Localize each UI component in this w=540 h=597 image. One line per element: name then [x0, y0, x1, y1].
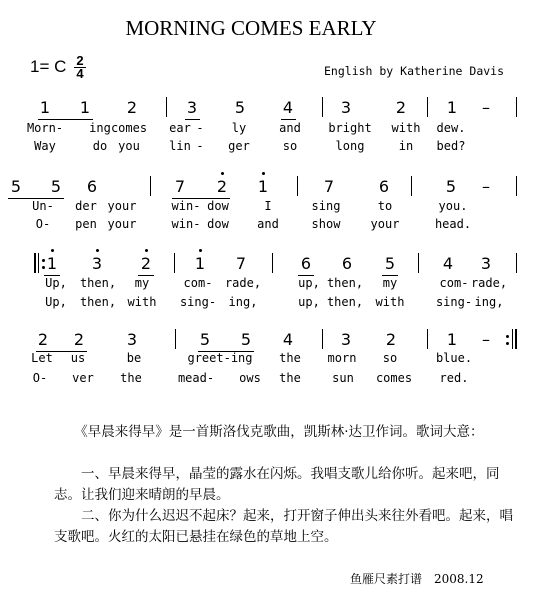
lyric-syllable: Up,: [45, 276, 67, 290]
bar-line: [411, 176, 412, 196]
lyric-syllable: show: [311, 217, 341, 231]
lyric-syllable: sun: [332, 371, 354, 385]
note: 1: [257, 177, 269, 196]
note: 3: [480, 254, 492, 273]
note: 1: [194, 254, 206, 273]
lyric-syllable: win-: [171, 199, 201, 213]
note: 2: [140, 254, 152, 273]
lyric-syllable: comes: [375, 371, 413, 385]
high-octave-dot: [51, 249, 54, 252]
lyric-syllable: your: [107, 217, 137, 231]
lyric-syllable: the: [279, 371, 301, 385]
lyric-syllable: Un-: [32, 199, 54, 213]
lyric-syllable: you: [118, 139, 140, 153]
lyric-syllable: Way: [34, 139, 56, 153]
lyric-syllable: then,: [79, 276, 117, 290]
bar-line: [272, 253, 273, 273]
lyric-syllable: sing: [311, 199, 341, 213]
lyric-syllable: -: [196, 139, 204, 153]
lyric-syllable: blue.: [435, 351, 473, 365]
lyric-syllable: bed?: [436, 139, 466, 153]
lyric-syllable: long: [335, 139, 365, 153]
lyricist-credit: English by Katherine Davis: [324, 64, 505, 78]
note: 7: [323, 177, 335, 196]
note: 3: [126, 330, 138, 349]
lyric-syllable: to: [377, 199, 393, 213]
note: 2: [126, 98, 138, 117]
note: –: [482, 330, 490, 349]
lyric-syllable: red.: [439, 371, 469, 385]
note: 6: [341, 254, 353, 273]
lyric-syllable: up,: [298, 276, 320, 290]
key-signature: 1= C: [30, 57, 67, 76]
note: 3: [340, 330, 352, 349]
note: 1: [39, 98, 51, 117]
lyric-syllable: dow: [207, 217, 229, 231]
lyric-syllable: with: [127, 295, 157, 309]
note: 4: [442, 254, 454, 273]
bar-line: [427, 329, 428, 349]
note: 4: [282, 98, 294, 117]
note: 5: [10, 177, 22, 196]
lyric-syllable: do: [92, 139, 108, 153]
lyric-syllable: be: [126, 351, 142, 365]
bar-line: [516, 253, 517, 273]
lyric-syllable: dew.: [436, 121, 466, 135]
eighth-note-underline: [38, 119, 93, 120]
lyric-syllable: Up,: [45, 295, 67, 309]
repeat-start-bar: [38, 253, 39, 273]
note: 5: [384, 254, 396, 273]
lyric-syllable: then,: [79, 295, 117, 309]
note: 3: [91, 254, 103, 273]
lyric-syllable: pen: [75, 217, 97, 231]
lyric-syllable: the: [279, 351, 301, 365]
note: 6: [86, 177, 98, 196]
song-title: MORNING COMES EARLY: [125, 16, 377, 40]
lyric-syllable: mead-: [177, 371, 215, 385]
lyric-syllable: sing-: [435, 295, 473, 309]
verse-two-paragraph: 二、你为什么迟迟不起床？起来，打开窗子伸出头来往外看吧。起来，唱支歌吧。火红的太阳已悬挂在绿色的草地上空。: [54, 508, 513, 545]
note: 5: [199, 330, 211, 349]
note: 6: [378, 177, 390, 196]
lyric-syllable: and: [257, 217, 279, 231]
lyric-syllable: your: [370, 217, 400, 231]
music-system-2: [0, 171, 540, 201]
high-octave-dot: [199, 249, 202, 252]
note: 7: [174, 177, 186, 196]
lyric-syllable: der: [75, 199, 97, 213]
time-numerator: 2: [76, 53, 84, 68]
lyric-syllable: with: [391, 121, 421, 135]
repeat-end-bar: [512, 329, 513, 349]
lyric-syllable: ger: [228, 139, 250, 153]
lyric-syllable: with: [375, 295, 405, 309]
bar-line: [175, 329, 176, 349]
lyric-syllable: ing,: [474, 295, 504, 309]
footer-credit: 鱼雁尺素打谱 2008.12: [350, 572, 484, 586]
note: 2: [395, 98, 407, 117]
lyric-syllable: ear: [169, 121, 191, 135]
repeat-dot: [42, 259, 45, 262]
lyric-syllable: Let: [31, 351, 53, 365]
bar-line: [322, 97, 323, 117]
lyric-syllable: my: [134, 276, 150, 290]
lyric-syllable: my: [382, 276, 398, 290]
bar-line: [322, 329, 323, 349]
music-system-4: [0, 324, 540, 354]
lyric-syllable: morn: [327, 351, 357, 365]
note: 5: [240, 330, 252, 349]
eighth-note-underline: [281, 119, 296, 120]
bar-line: [297, 176, 298, 196]
bar-line: [516, 97, 517, 117]
note: 5: [234, 98, 246, 117]
repeat-start-bar: [34, 253, 36, 273]
note: 1: [446, 98, 458, 117]
note: 5: [445, 177, 457, 196]
note: 1: [46, 254, 58, 273]
lyric-syllable: comes: [110, 121, 148, 135]
lyric-syllable: ows: [239, 371, 261, 385]
lyric-syllable: ly: [231, 121, 247, 135]
verse-one-paragraph: 一、早晨来得早，晶莹的露水在闪烁。我唱支歌儿给你听。起来吧，同志。让我们迎来晴朗的早晨。: [54, 466, 500, 503]
lyric-syllable: ing: [89, 121, 111, 135]
lyric-syllable: you.: [438, 199, 468, 213]
lyric-syllable: so: [382, 351, 398, 365]
note: 2: [216, 177, 228, 196]
lyric-syllable: O-: [32, 371, 48, 385]
lyric-syllable: com-: [439, 276, 469, 290]
bar-line: [174, 253, 175, 273]
lyric-syllable: win-: [171, 217, 201, 231]
note: 7: [235, 254, 247, 273]
intro-paragraph: 《早晨来得早》是一首斯洛伐克歌曲，凯斯林·达卫作词。歌词大意：: [54, 424, 484, 440]
eighth-note-underline: [185, 119, 200, 120]
lyric-syllable: lin: [169, 139, 191, 153]
lyric-syllable: ing,: [228, 295, 258, 309]
note: 3: [186, 98, 198, 117]
bar-line: [516, 176, 517, 196]
note: –: [482, 98, 490, 117]
note: 6: [300, 254, 312, 273]
high-octave-dot: [262, 172, 265, 175]
note: 5: [50, 177, 62, 196]
bar-line: [150, 176, 151, 196]
lyric-syllable: -: [196, 121, 204, 135]
repeat-dot: [506, 342, 509, 345]
lyric-syllable: sing-: [179, 295, 217, 309]
lyric-syllable: and: [279, 121, 301, 135]
high-octave-dot: [96, 249, 99, 252]
bar-line: [418, 253, 419, 273]
repeat-dot: [506, 335, 509, 338]
music-system-1: [0, 92, 540, 122]
note: 1: [79, 98, 91, 117]
note: 2: [385, 330, 397, 349]
high-octave-dot: [145, 249, 148, 252]
lyric-syllable: O-: [35, 217, 51, 231]
lyric-syllable: I: [264, 199, 272, 213]
note: –: [482, 177, 490, 196]
repeat-dot: [42, 266, 45, 269]
note: 3: [340, 98, 352, 117]
lyric-syllable: your: [107, 199, 137, 213]
lyric-syllable: up,: [298, 295, 320, 309]
music-system-3: [0, 248, 540, 278]
high-octave-dot: [221, 172, 224, 175]
lyric-syllable: rade,: [224, 276, 262, 290]
lyric-syllable: the: [120, 371, 142, 385]
lyric-syllable: com-: [183, 276, 213, 290]
note: 1: [446, 330, 458, 349]
lyric-syllable: dow: [207, 199, 229, 213]
note: 2: [73, 330, 85, 349]
lyric-syllable: Morn-: [26, 121, 64, 135]
lyric-syllable: then,: [326, 295, 364, 309]
lyric-syllable: then,: [326, 276, 364, 290]
note: 2: [37, 330, 49, 349]
bar-line: [166, 97, 167, 117]
lyric-syllable: ver: [72, 371, 94, 385]
lyric-syllable: in: [398, 139, 414, 153]
lyric-syllable: greet-ing: [187, 351, 253, 365]
note: 4: [282, 330, 294, 349]
lyric-syllable: rade,: [470, 276, 508, 290]
lyric-syllable: us: [70, 351, 86, 365]
time-signature: [74, 55, 86, 80]
lyric-syllable: so: [282, 139, 298, 153]
bar-line: [427, 97, 428, 117]
repeat-end-bar: [515, 329, 517, 349]
lyric-syllable: head.: [434, 217, 472, 231]
lyric-syllable: bright: [328, 121, 372, 135]
time-denominator: 4: [74, 67, 86, 80]
